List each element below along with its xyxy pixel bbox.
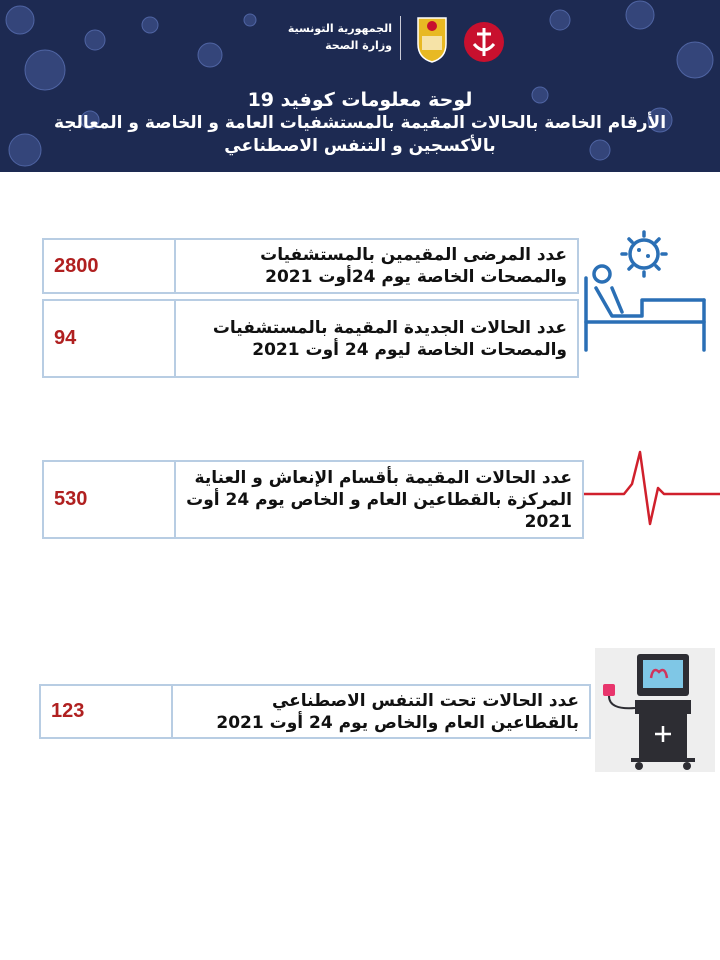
stat-box-hospitalized [42,238,579,294]
government-logos [0,10,720,60]
dashboard-title: لوحة معلومات كوفيد 19 [247,89,473,111]
stat-value: 123 [51,700,85,722]
stat-box-icu [42,460,584,539]
stat-box-ventilator [39,684,591,739]
stat-label: عدد الحالات تحت التنفس الاصطناعي بالقطاعين العام والخاص يوم 24 أوت 2021 [216,690,579,733]
header-title-area [0,88,720,158]
stat-label: عدد الحالات المقيمة بأقسام الإنعاش و العناية المركزة بالقطاعين العام و الخاص يوم 24 أوت 2021 [186,467,572,532]
government-text [282,20,392,54]
dashboard-subtitle-2: بالأكسجين و التنفس الاصطناعي [224,136,496,156]
stat-divider [174,462,176,537]
ventilator-icon [595,648,715,772]
dashboard-subtitle-1: الأرقام الخاصة بالحالات المقيمة بالمستشفيات العامة و الخاصة و المعالجة [53,113,667,133]
stat-value: 530 [54,488,88,510]
heartbeat-icon [584,448,720,528]
stat-divider [171,686,173,737]
stat-box-new-cases [42,299,579,378]
stat-value: 94 [54,327,77,349]
header-banner [0,0,720,172]
stat-divider [174,240,176,292]
stat-label: عدد المرضى المقيمين بالمستشفيات والمصحات الخاصة يوم 24أوت 2021 [260,245,567,287]
tunisia-emblem-icon [412,14,452,64]
republic-name: الجمهورية التونسية [287,22,392,35]
stat-divider [174,301,176,376]
hospital-bed-icon [582,222,710,354]
stat-value: 2800 [54,254,99,277]
logo-divider [400,16,401,60]
stat-label: عدد الحالات الجديدة المقيمة بالمستشفيات والمصحات الخاصة ليوم 24 أوت 2021 [212,317,567,360]
red-crescent-icon [462,20,506,64]
ministry-name: وزارة الصحة [325,39,392,52]
